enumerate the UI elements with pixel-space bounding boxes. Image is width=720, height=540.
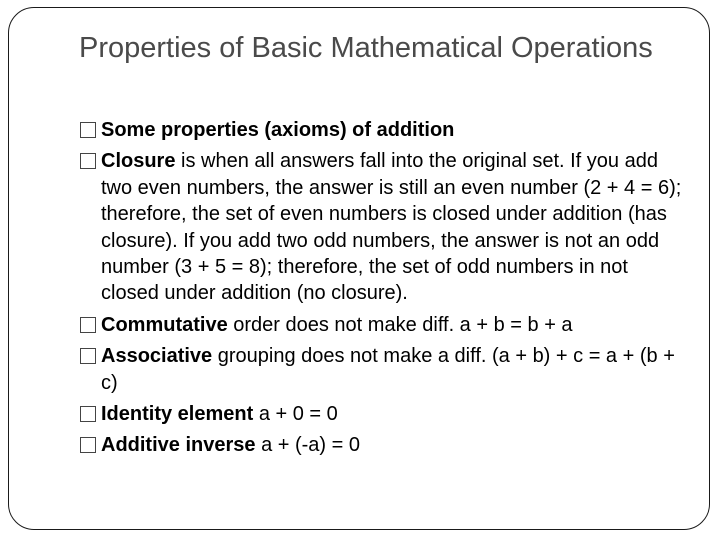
checkbox-bullet-icon — [80, 317, 96, 333]
bullet-text: grouping does not make a diff. (a + b) + c = a + (b + c) — [101, 345, 675, 394]
checkbox-bullet-icon — [80, 437, 96, 453]
bullet-text: a + (-a) = 0 — [255, 434, 361, 457]
bullet-text: is when all answers fall into the original set. If you add two even numbers, the answer is still an even number (2 + 4 = 6); therefore, the set of even numbers is closed under addition (has closure). If you add two odd numbers, the answer is not an odd number (3 + 5 = 8); therefore, the set of odd numbers in not closed under addition (no closure). — [101, 150, 682, 305]
bullet-term: Commutative — [101, 313, 228, 336]
bullet-term: Identity element — [101, 403, 254, 426]
bullet-term: Some properties (axioms) of addition — [101, 119, 455, 141]
checkbox-bullet-icon — [80, 348, 96, 364]
bullet-text: order does not make diff. a + b = b + a — [227, 313, 573, 336]
bullet-item — [79, 343, 689, 396]
slide-title: Properties of Basic Mathematical Operations — [79, 32, 653, 64]
bullet-term: Closure — [101, 150, 176, 173]
bullet-item — [79, 432, 689, 458]
bullet-item — [79, 148, 689, 306]
bullet-item — [79, 312, 689, 338]
checkbox-bullet-icon — [80, 406, 96, 422]
bullet-item — [79, 117, 689, 143]
checkbox-bullet-icon — [80, 153, 96, 169]
bullet-term: Associative — [101, 345, 213, 368]
bullet-text: a + 0 = 0 — [253, 403, 338, 426]
bullet-term: Additive inverse — [101, 434, 256, 457]
bullet-item — [79, 401, 689, 427]
bullet-list — [79, 117, 689, 464]
checkbox-bullet-icon — [80, 122, 96, 138]
